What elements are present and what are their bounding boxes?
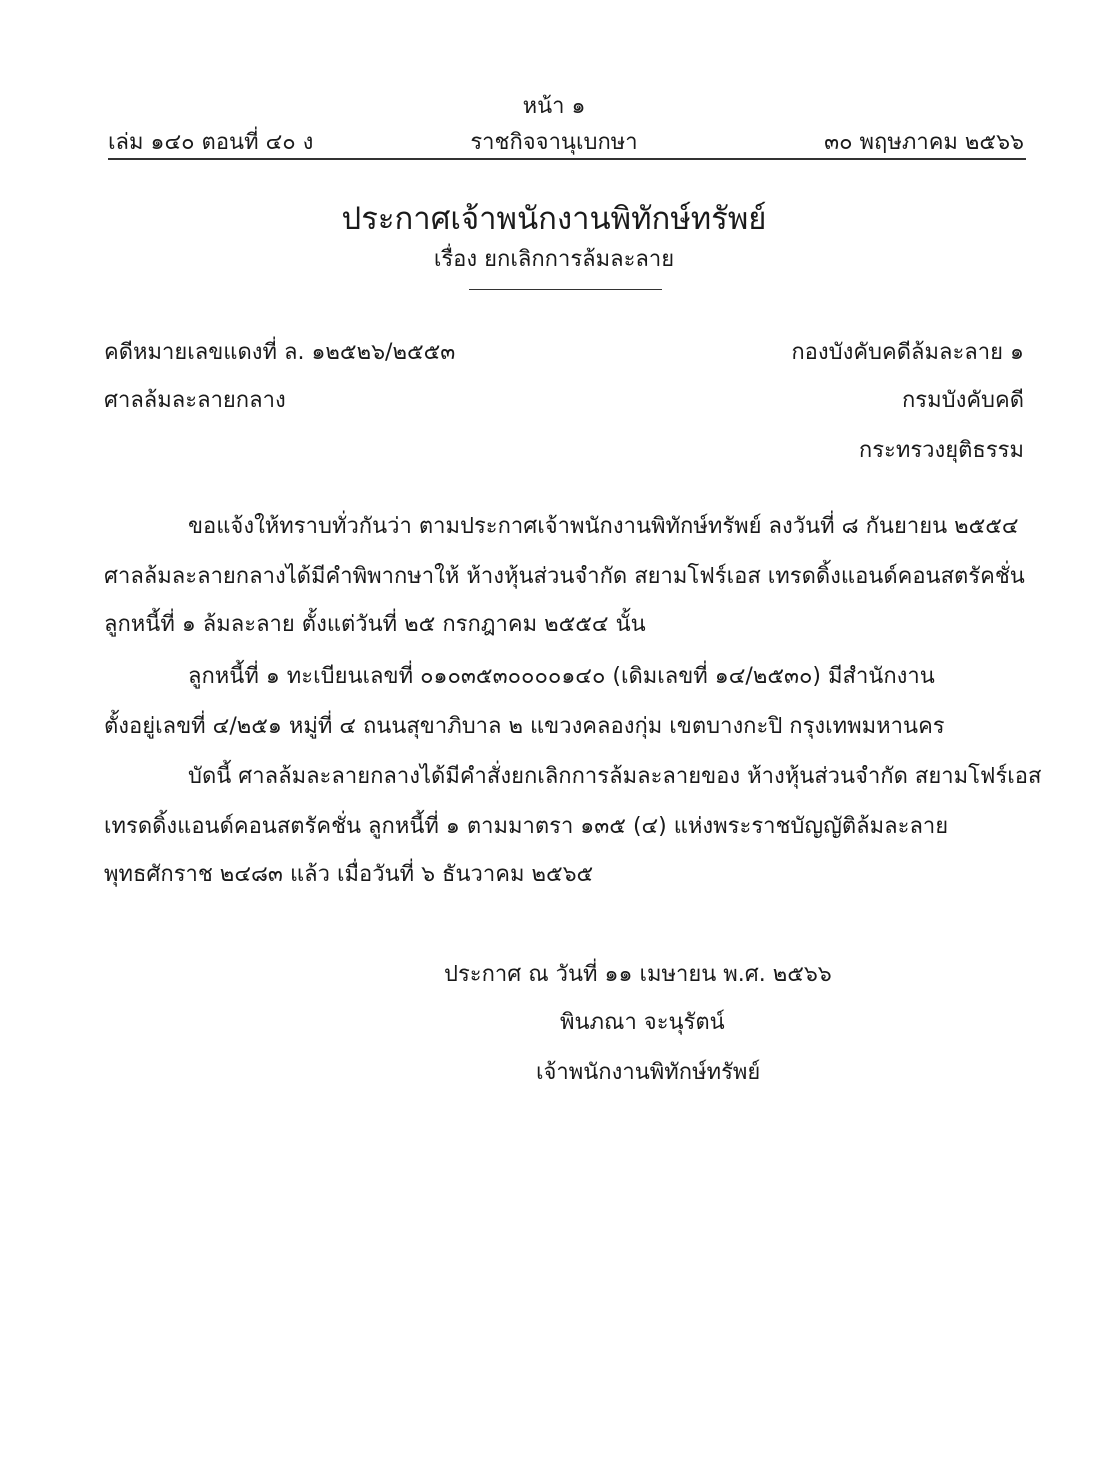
page-number: หน้า ๑ xyxy=(522,94,586,119)
signatory-name: พินภณา จะนุรัตน์ xyxy=(560,1010,725,1035)
division-name: กองบังคับคดีล้มละลาย ๑ xyxy=(791,340,1024,365)
case-number: คดีหมายเลขแดงที่ ล. ๑๒๕๒๖/๒๕๕๓ xyxy=(104,340,456,365)
body-line: ขอแจ้งให้ทราบทั่วกันว่า ตามประกาศเจ้าพนักงานพิทักษ์ทรัพย์ ลงวันที่ ๘ กันยายน ๒๕๕๔ xyxy=(188,514,1019,539)
body-line: ตั้งอยู่เลขที่ ๔/๒๕๑ หมู่ที่ ๔ ถนนสุขาภิบาล ๒ แขวงคลองกุ่ม เขตบางกะปิ กรุงเทพมหานคร xyxy=(104,714,945,739)
body-line: ศาลล้มละลายกลางได้มีคำพิพากษาให้ ห้างหุ้นส่วนจำกัด สยามโฟร์เอส เทรดดิ้งแอนด์คอนสตรัคชั่น xyxy=(104,564,1025,589)
court-name: ศาลล้มละลายกลาง xyxy=(104,388,286,413)
body-line: เทรดดิ้งแอนด์คอนสตรัคชั่น ลูกหนี้ที่ ๑ ตามมาตรา ๑๓๕ (๔) แห่งพระราชบัญญัติล้มละลาย xyxy=(104,814,949,839)
publication-date: ๓๐ พฤษภาคม ๒๕๖๖ xyxy=(824,130,1024,155)
body-line: ลูกหนี้ที่ ๑ ล้มละลาย ตั้งแต่วันที่ ๒๕ กรกฎาคม ๒๕๕๔ นั้น xyxy=(104,612,646,637)
document-subject: เรื่อง ยกเลิกการล้มละลาย xyxy=(433,247,675,272)
title-divider xyxy=(469,289,662,290)
body-line: ลูกหนี้ที่ ๑ ทะเบียนเลขที่ ๐๑๐๓๕๓๐๐๐๐๑๔๐ (เดิมเลขที่ ๑๔/๒๕๓๐) มีสำนักงาน xyxy=(188,664,935,689)
gazette-name: ราชกิจจานุเบกษา xyxy=(470,130,638,155)
body-line: บัดนี้ ศาลล้มละลายกลางได้มีคำสั่งยกเลิกการล้มละลายของ ห้างหุ้นส่วนจำกัด สยามโฟร์เอส xyxy=(188,764,1042,789)
volume-issue: เล่ม ๑๔๐ ตอนที่ ๔๐ ง xyxy=(108,130,314,155)
department-name: กรมบังคับคดี xyxy=(901,388,1024,413)
ministry-name: กระทรวงยุติธรรม xyxy=(858,438,1024,463)
body-line: พุทธศักราช ๒๔๘๓ แล้ว เมื่อวันที่ ๖ ธันวาคม ๒๕๖๕ xyxy=(104,862,594,887)
announcement-date: ประกาศ ณ วันที่ ๑๑ เมษายน พ.ศ. ๒๕๖๖ xyxy=(444,962,832,987)
document-title: ประกาศเจ้าพนักงานพิทักษ์ทรัพย์ xyxy=(341,201,767,237)
signatory-position: เจ้าพนักงานพิทักษ์ทรัพย์ xyxy=(536,1060,761,1085)
header-rule xyxy=(108,158,1026,160)
